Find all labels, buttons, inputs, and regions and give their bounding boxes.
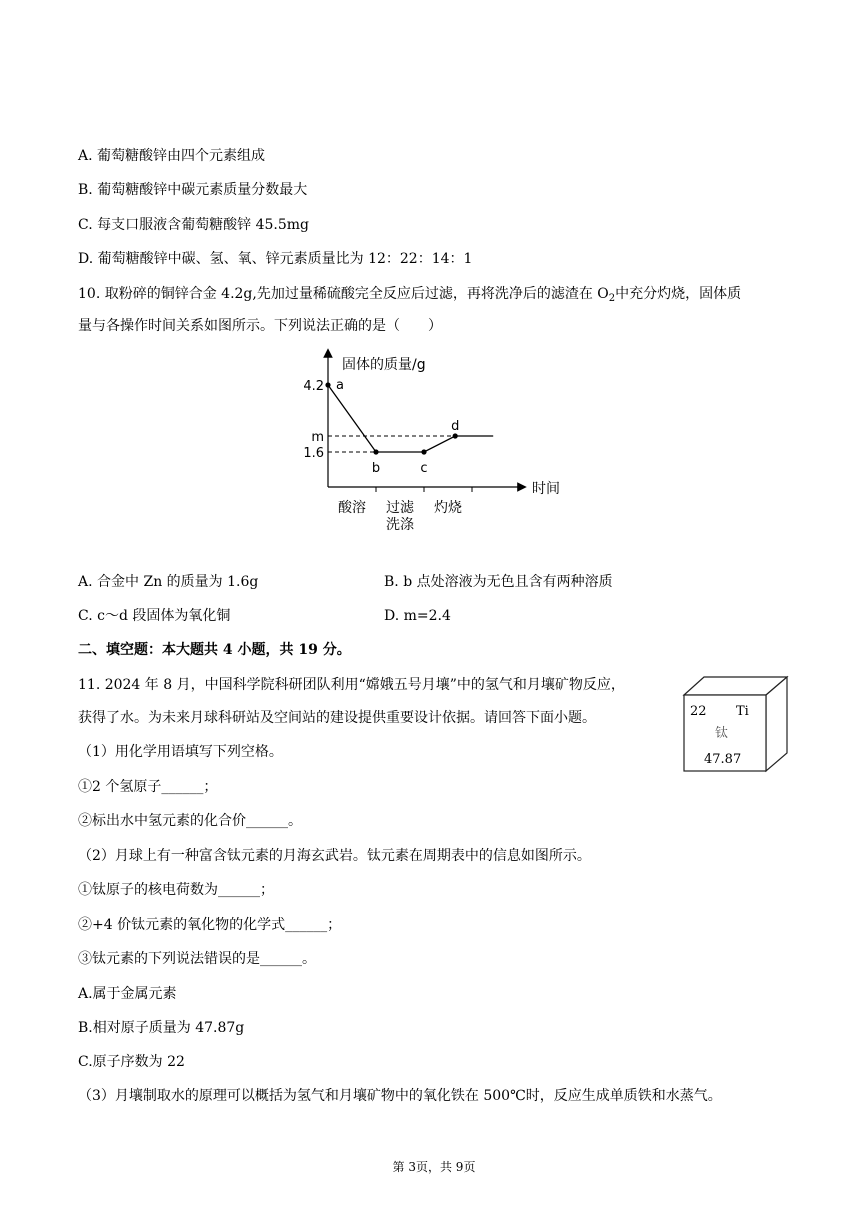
x-stage-label: 过滤 — [386, 500, 414, 516]
q11-part2: （2）月球上有一种富含钛元素的月海玄武岩。钛元素在周期表中的信息如图所示。 — [78, 848, 591, 864]
point-c — [421, 449, 426, 454]
q9-option-a: A. 葡萄糖酸锌由四个元素组成 — [78, 148, 266, 164]
point-label-a: a — [336, 378, 344, 393]
section-2-title: 二、填空题：本大题共 4 小题，共 19 分。 — [78, 642, 351, 658]
q9-option-b: B. 葡萄糖酸锌中碳元素质量分数最大 — [78, 182, 308, 198]
atomic-mass: 47.87 — [704, 752, 742, 767]
q11-part2-item1: ①钛原子的核电荷数为______； — [78, 882, 274, 898]
data-line — [328, 385, 493, 452]
q9-option-d: D. 葡萄糖酸锌中碳、氢、氧、锌元素质量比为 12：22：14：1 — [78, 251, 473, 267]
y-tick-label: 1.6 — [303, 446, 324, 461]
q11-option-a: A.属于金属元素 — [78, 986, 177, 1002]
x-axis-label: 时间 — [532, 481, 560, 497]
q11-part1: （1）用化学用语填写下列空格。 — [78, 744, 283, 760]
q11-intro-line2: 获得了水。为未来月球科研站及空间站的建设提供重要设计依据。请回答下面小题。 — [78, 710, 596, 726]
q10-stem-part1: 10. 取粉碎的铜锌合金 4.2g,先加过量稀硫酸完全反应后过滤，再将洗净后的滤渣在 O — [78, 286, 609, 302]
y-axis-label: 固体的质量/g — [342, 357, 426, 373]
element-symbol: Ti — [736, 704, 749, 719]
point-d — [453, 433, 458, 438]
q11-intro-line1: 11. 2024 年 8 月，中国科学院科研团队利用“嫦娥五号月壤”中的氢气和月壤矿物反应， — [78, 677, 625, 693]
q11-part3: （3）月壤制取水的原理可以概括为氢气和月壤矿物中的氧化铁在 500℃时，反应生成单质铁和水蒸气。 — [78, 1088, 722, 1104]
titanium-element-card — [682, 675, 792, 775]
q10-option-b: B. b 点处溶液为无色且含有两种溶质 — [384, 574, 613, 590]
q10-stem-subscript: 2 — [608, 293, 616, 304]
y-tick-label: 4.2 — [303, 379, 324, 394]
page-footer: 第 3页，共 9页 — [392, 1160, 476, 1174]
q10-stem-line2: 量与各操作时间关系如图所示。下列说法正确的是（ ） — [78, 318, 442, 334]
q11-part2-item3: ③钛元素的下列说法错误的是______。 — [78, 951, 316, 967]
q11-option-b: B.相对原子质量为 47.87g — [78, 1020, 245, 1036]
y-tick-label: m — [311, 430, 324, 445]
point-label-c: c — [420, 461, 428, 476]
q11-part1-item1: ①2 个氢原子______； — [78, 779, 218, 795]
point-label-b: b — [371, 461, 381, 476]
x-stage-label: 洗涤 — [386, 517, 414, 533]
point-b — [373, 449, 378, 454]
x-stage-label: 酸溶 — [338, 500, 366, 516]
q10-option-a: A. 合金中 Zn 的质量为 1.6g — [78, 574, 259, 590]
q11-part1-item2: ②标出水中氢元素的化合价______。 — [78, 813, 302, 829]
q10-stem-line1 — [78, 284, 741, 309]
q10-option-c: C. c～d 段固体为氧化铜 — [78, 608, 231, 624]
mass-time-chart — [290, 345, 570, 535]
q10-stem-part2: 中充分灼烧，固体质 — [615, 286, 742, 302]
atomic-number: 22 — [690, 704, 707, 719]
x-stage-label: 灼烧 — [434, 500, 462, 516]
q11-part2-item2: ②+4 价钛元素的氧化物的化学式______； — [78, 917, 342, 933]
point-a — [325, 382, 330, 387]
q11-option-c: C.原子序数为 22 — [78, 1054, 185, 1070]
q10-option-d: D. m=2.4 — [384, 608, 451, 624]
point-label-d: d — [451, 419, 460, 434]
q9-option-c: C. 每支口服液含葡萄糖酸锌 45.5mg — [78, 217, 309, 233]
element-name: 钛 — [715, 726, 729, 741]
